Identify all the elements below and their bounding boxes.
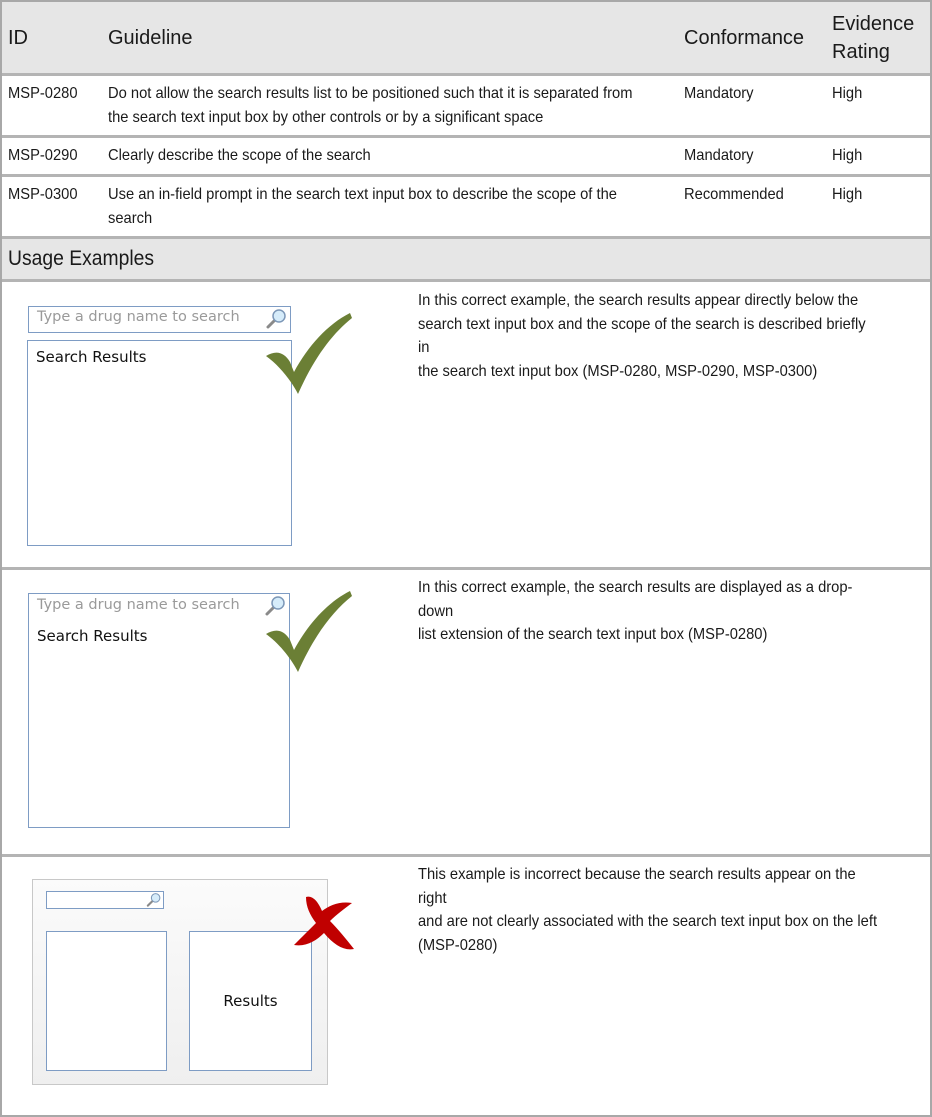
search-input-mock [28, 306, 291, 333]
row-divider [2, 854, 930, 857]
description-line: list extension of the search text input box (MSP-0280) [418, 626, 768, 643]
search-results-label: Search Results [36, 348, 147, 366]
usage-examples-title: Usage Examples [8, 247, 155, 270]
description-line: (MSP-0280) [418, 936, 498, 954]
guideline-line: Use an in-field prompt in the search text input box to describe the scope of the [108, 186, 617, 203]
search-results-mock [28, 620, 290, 828]
header-evidence-line2: Rating [832, 41, 890, 63]
description-line: the search text input box (MSP-0280, MSP-0290, MSP-0300) [418, 362, 818, 380]
search-placeholder: Type a drug name to search [37, 309, 240, 325]
description-line: In this correct example, the search results are displayed as a drop-down [418, 579, 853, 620]
table-header-row [2, 2, 930, 74]
description-line: In this correct example, the search results appear directly below the [418, 292, 859, 309]
table-row [2, 76, 930, 135]
guideline-line: the search text input box by other controls or by a significant space [108, 108, 544, 126]
header-id: ID [8, 27, 28, 49]
row-guideline: Clearly describe the scope of the search [108, 147, 371, 164]
results-label: Results [223, 992, 278, 1010]
magnifier-icon [145, 892, 162, 908]
example-description [418, 863, 878, 957]
row-conformance: Mandatory [684, 85, 754, 102]
example-description [418, 289, 878, 383]
row-id: MSP-0290 [8, 147, 78, 164]
header-evidence-line1: Evidence [832, 13, 915, 35]
left-panel-mock [46, 931, 167, 1071]
example-description [418, 576, 878, 647]
row-evidence: High [832, 147, 863, 164]
row-id: MSP-0300 [8, 186, 78, 203]
row-id: MSP-0280 [8, 85, 78, 102]
search-results-label: Search Results [37, 627, 148, 645]
header-conformance: Conformance [684, 27, 805, 49]
row-divider [2, 567, 930, 570]
row-guideline [108, 82, 678, 129]
row-conformance: Mandatory [684, 147, 754, 164]
description-line: search text input box and the scope of the search is described briefly in [418, 315, 866, 356]
check-mark-icon [262, 310, 354, 396]
description-line: and are not clearly associated with the search text input box on the left [418, 913, 878, 930]
header-guideline: Guideline [108, 27, 193, 49]
row-divider [2, 279, 930, 282]
check-mark-icon [262, 588, 354, 674]
row-guideline [108, 183, 678, 230]
mock-window [32, 879, 328, 1085]
header-evidence-rating [832, 10, 914, 66]
description-line: This example is incorrect because the search results appear on the right [418, 866, 856, 907]
search-placeholder: Type a drug name to search [37, 597, 240, 613]
guideline-line: Do not allow the search results list to be positioned such that it is separated from [108, 85, 633, 102]
cross-mark-icon [292, 895, 356, 953]
search-results-mock [27, 340, 292, 546]
row-evidence: High [832, 85, 863, 102]
row-evidence: High [832, 186, 863, 203]
usage-examples-header [2, 239, 930, 279]
table-row [2, 138, 930, 175]
row-conformance: Recommended [684, 186, 784, 203]
search-input-mock [46, 891, 164, 909]
guideline-line: search [108, 209, 153, 227]
table-row [2, 177, 930, 236]
search-input-mock [28, 593, 290, 622]
